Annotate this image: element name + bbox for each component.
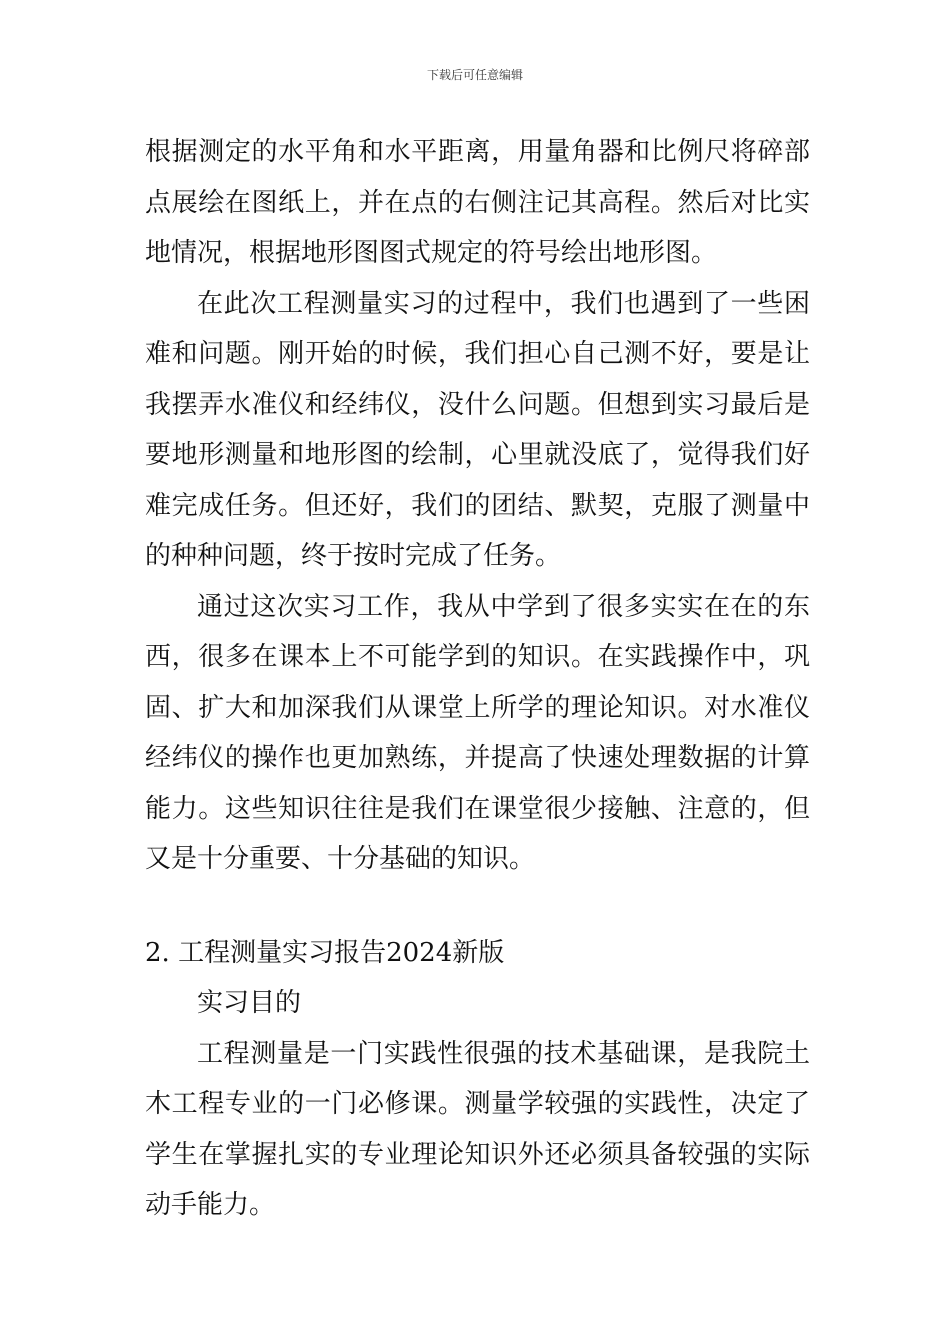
document-body: [145, 127, 810, 1231]
section-title: 2. 工程测量实习报告2024新版: [145, 937, 505, 968]
paragraph-3: 通过这次实习工作，我从中学到了很多实实在在的东西，很多在课本上不可能学到的知识。在实践操作中，巩固、扩大和加深我们从课堂上所学的理论知识。对水准仪经纬仪的操作也更加熟练，并提高了快速处理数据的计算能力。这些知识往往是我们在课堂很少接触、注意的，但又是十分重要、十分基础的知识。: [145, 591, 810, 874]
download-note: 下载后可任意编辑: [426, 68, 523, 82]
paragraph-1: 根据测定的水平角和水平距离，用量角器和比例尺将碎部点展绘在图纸上，并在点的右侧注记其高程。然后对比实地情况，根据地形图图式规定的符号绘出地形图。: [145, 137, 810, 268]
subheading: 实习目的: [197, 988, 302, 1018]
paragraph-2: 在此次工程测量实习的过程中，我们也遇到了一些困难和问题。刚开始的时候，我们担心自己测不好，要是让我摆弄水准仪和经纬仪，没什么问题。但想到实习最后是要地形测量和地形图的绘制，心里就没底了，觉得我们好难完成任务。但还好，我们的团结、默契，克服了测量中的种种问题，终于按时完成了任务。: [145, 288, 810, 571]
paragraph-4: 工程测量是一门实践性很强的技术基础课，是我院土木工程专业的一门必修课。测量学较强的实践性，决定了学生在掌握扎实的专业理论知识外还必须具备较强的实际动手能力。: [145, 1038, 810, 1220]
